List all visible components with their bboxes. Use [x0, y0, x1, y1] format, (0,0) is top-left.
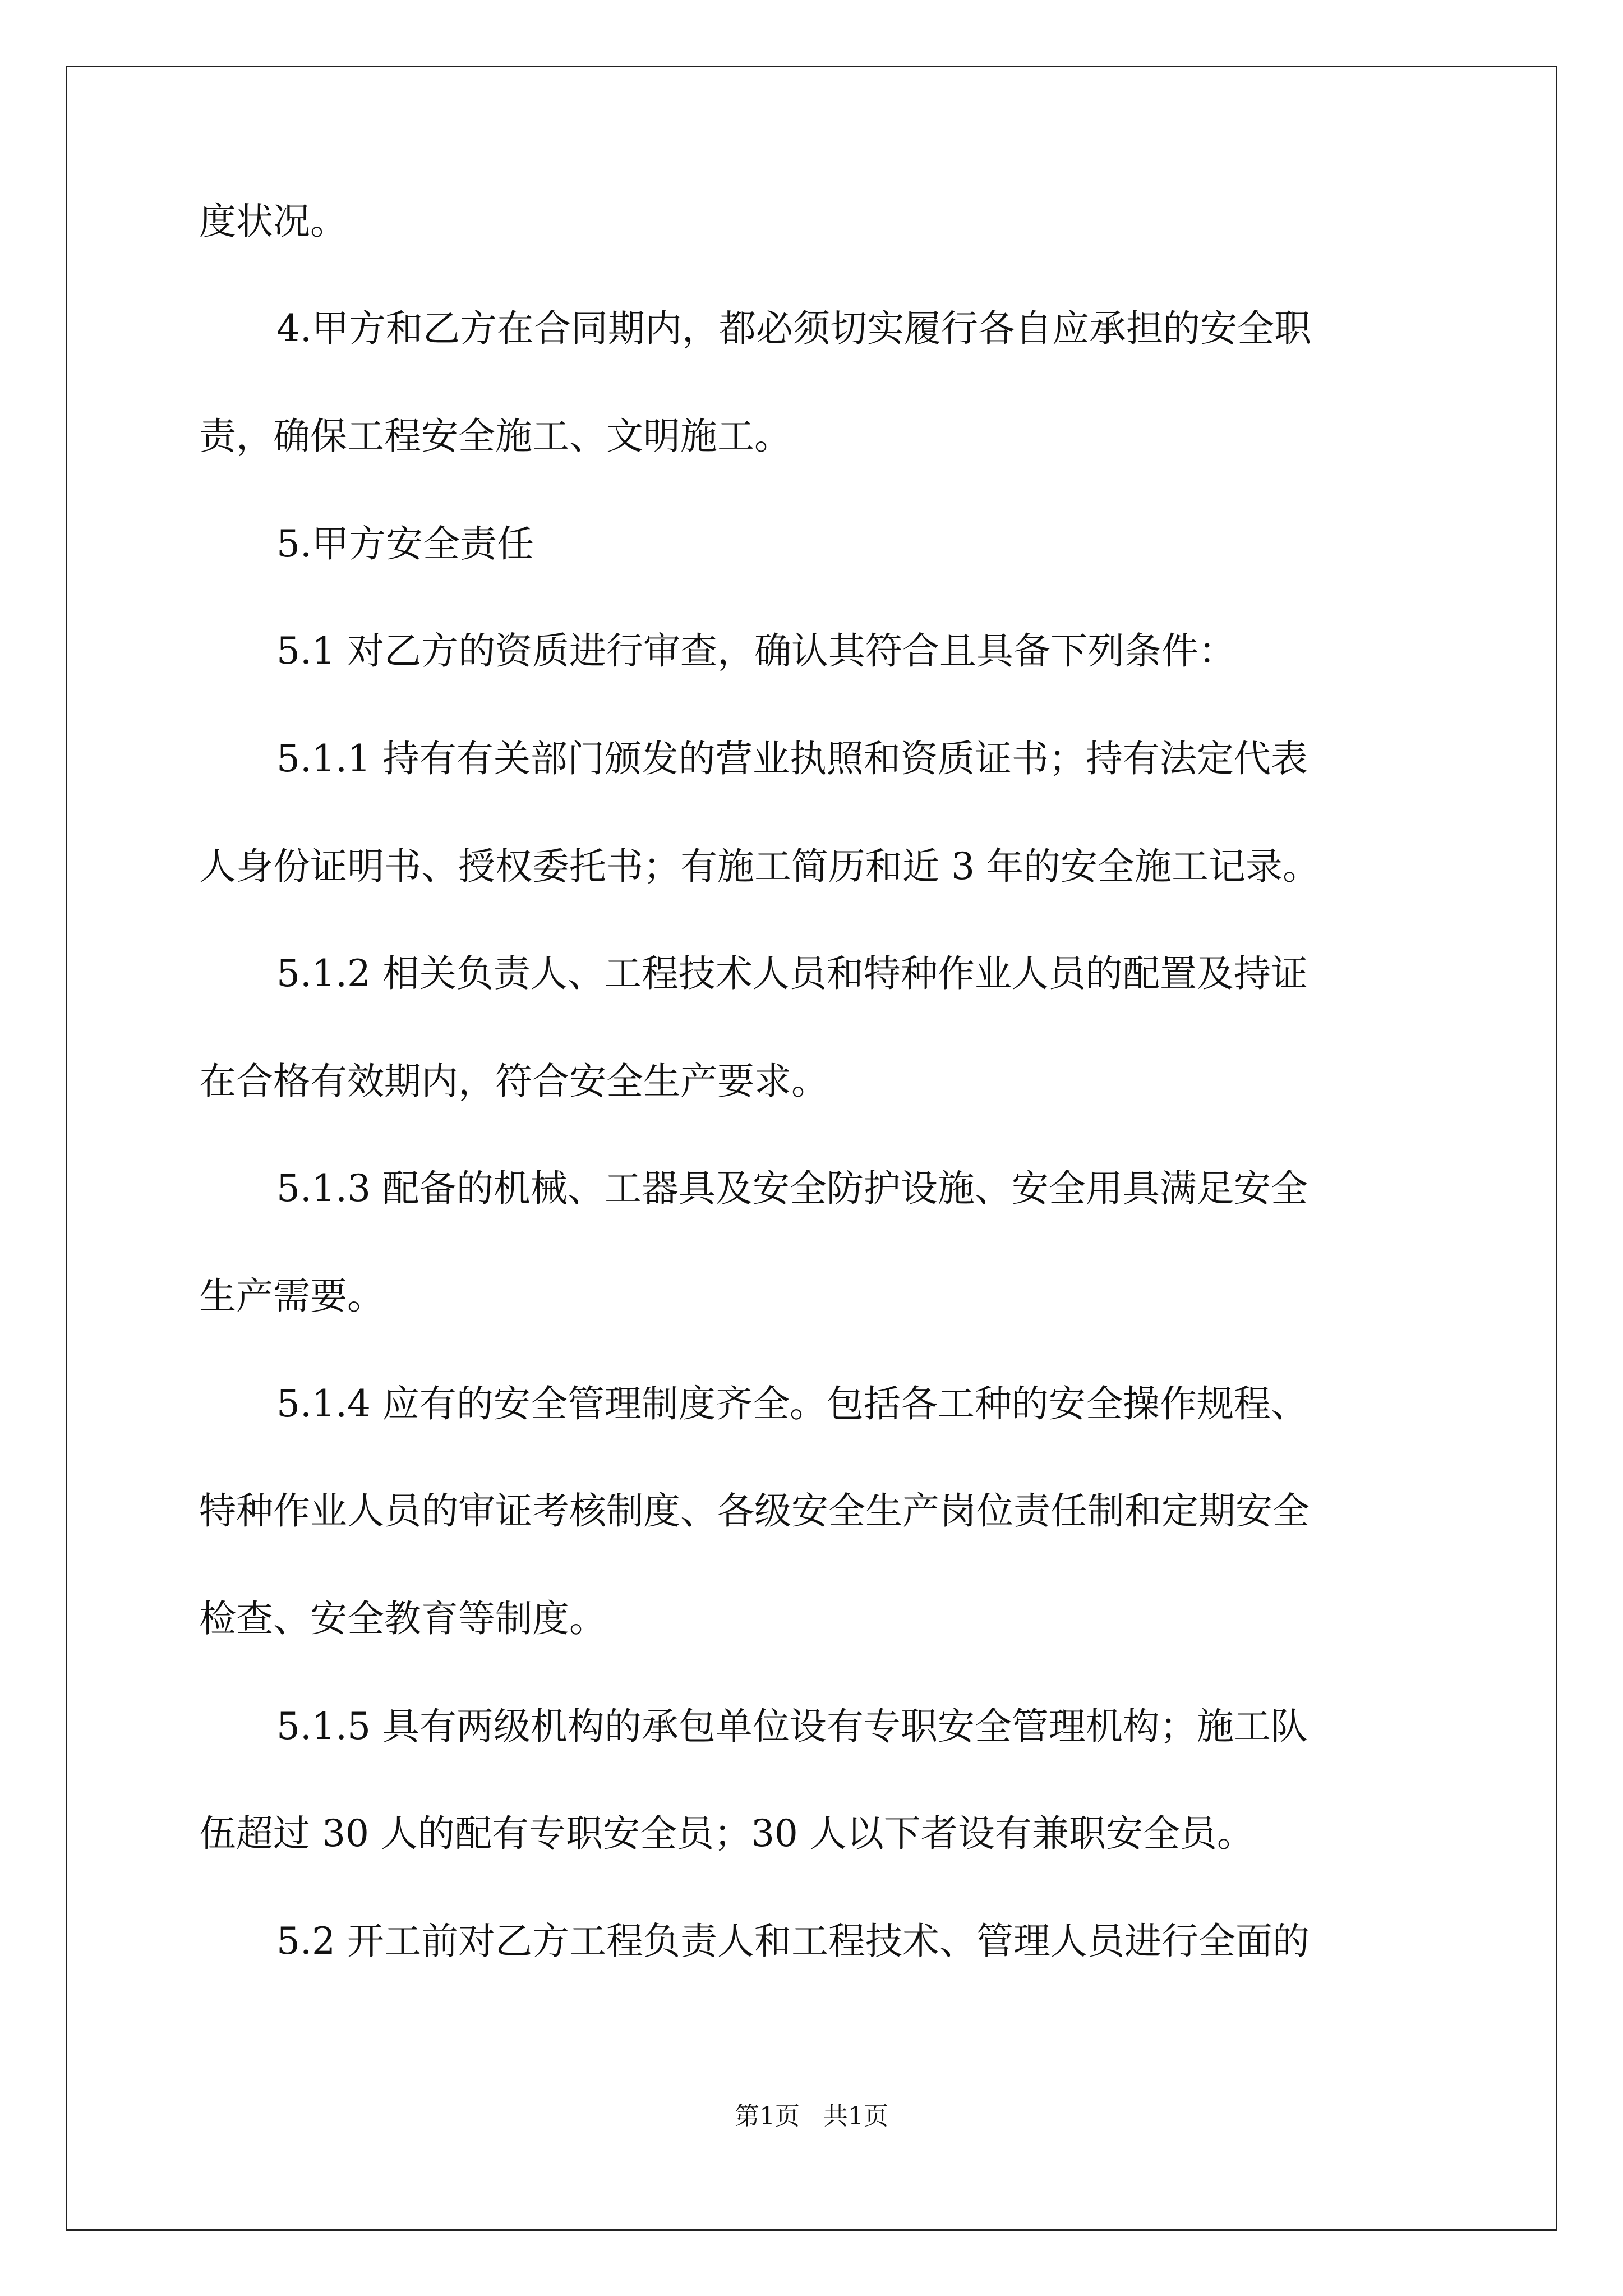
text-line: 5.1.2 相关负责人、工程技术人员和特种作业人员的配置及持证: [276, 952, 1308, 995]
page-border: [66, 66, 1557, 2231]
text-line: 5.1.4 应有的安全管理制度齐全。包括各工种的安全操作规程、: [276, 1382, 1308, 1425]
page-number: 第1页 共1页: [735, 2102, 888, 2131]
text-line: 生产需要。: [199, 1274, 384, 1318]
text-line: 5.甲方安全责任: [276, 522, 534, 565]
text-line: 5.1 对乙方的资质进行审查，确认其符合且具备下列条件：: [276, 629, 1235, 673]
text-line: 5.1.5 具有两级机构的承包单位设有专职安全管理机构；施工队: [276, 1705, 1308, 1748]
text-line: 责，确保工程安全施工、文明施工。: [199, 415, 791, 458]
text-line: 4.甲方和乙方在合同期内，都必须切实履行各自应承担的安全职: [276, 307, 1311, 350]
text-line: 特种作业人员的审证考核制度、各级安全生产岗位责任制和定期安全: [199, 1489, 1310, 1533]
text-line: 人身份证明书、授权委托书；有施工简历和近 3 年的安全施工记录。: [199, 845, 1320, 888]
text-line: 度状况。: [199, 200, 347, 243]
text-line: 检查、安全教育等制度。: [199, 1597, 606, 1640]
text-line: 在合格有效期内，符合安全生产要求。: [199, 1060, 828, 1103]
text-line: 伍超过 30 人的配有专职安全员；30 人以下者设有兼职安全员。: [199, 1812, 1254, 1855]
text-line: 5.1.1 持有有关部门颁发的营业执照和资质证书；持有法定代表: [276, 737, 1308, 780]
text-line: 5.1.3 配备的机械、工器具及安全防护设施、安全用具满足安全: [276, 1167, 1308, 1210]
text-line: 5.2 开工前对乙方工程负责人和工程技术、管理人员进行全面的: [276, 1920, 1310, 1963]
